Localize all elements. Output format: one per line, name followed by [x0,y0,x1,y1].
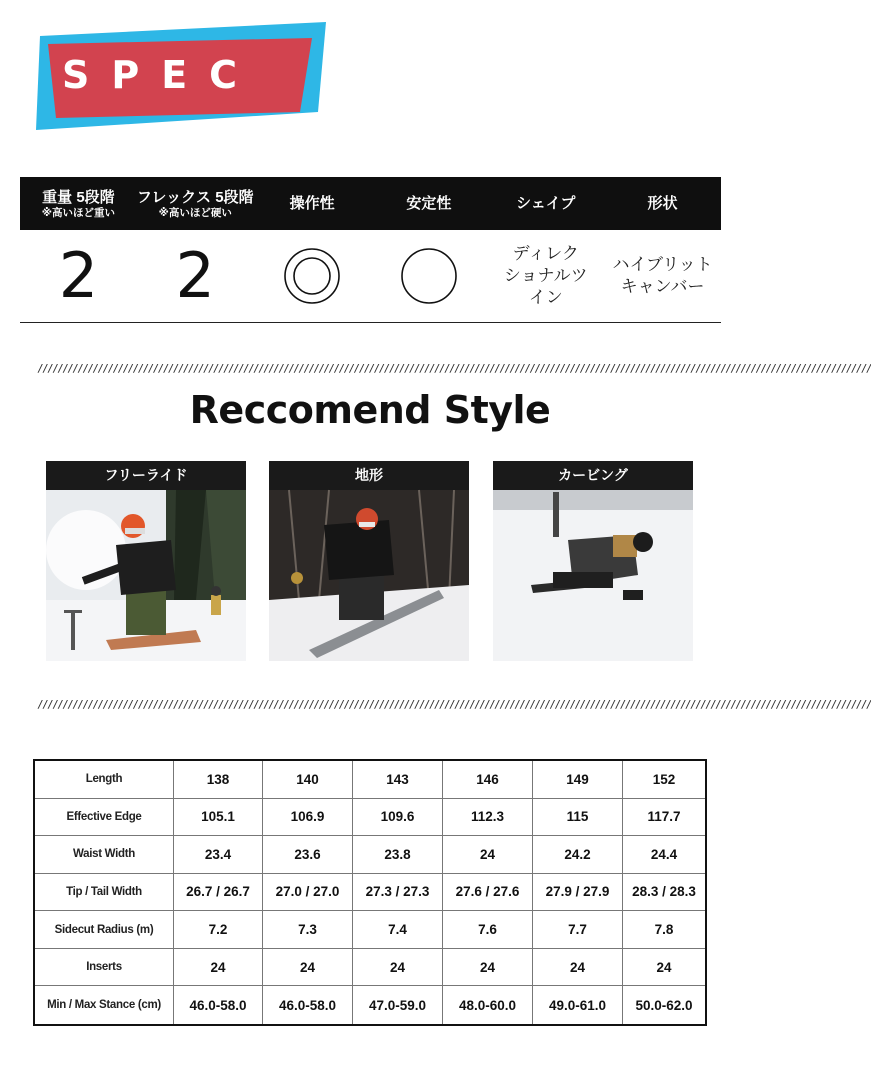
flex-value: 2 [175,239,215,312]
table-cell: 26.7 / 26.7 [174,874,263,912]
spec-header-weight [20,177,137,230]
table-cell: 49.0-61.0 [533,986,623,1024]
table-cell: 146 [443,761,533,799]
table-cell: 7.4 [353,911,443,949]
table-cell: 28.3 / 28.3 [623,874,705,912]
row-label-inserts: Inserts [35,949,174,987]
slash-divider: ////////////////////////////////////////////////////////////////////////////////////////////////////////////////////////////////////////////////////////////////////// [37,698,871,711]
spec-value-shape [487,230,604,322]
table-cell: 46.0-58.0 [263,986,353,1024]
table-cell: 152 [623,761,705,799]
spec-header-shape [487,177,604,230]
table-cell: 23.4 [174,836,263,874]
shape-line: ディレク [512,244,579,263]
row-label-tip-tail-width: Tip / Tail Width [35,874,174,912]
table-cell: 138 [174,761,263,799]
table-cell: 24 [353,949,443,987]
spec-value-form [604,230,721,322]
table-cell: 24.2 [533,836,623,874]
spec-header-label: シェイプ [516,195,576,212]
circle-icon [399,246,459,306]
table-cell: 23.6 [263,836,353,874]
table-cell: 109.6 [353,799,443,837]
form-text [612,254,712,298]
table-cell: 50.0-62.0 [635,997,693,1013]
spec-header-form [604,177,721,230]
table-cell: 115 [533,799,623,837]
table-cell: 140 [263,761,353,799]
spec-header-row [20,177,721,230]
table-cell: 48.0-60.0 [443,986,533,1024]
spec-value-weight [20,230,137,322]
table-cell: 7.3 [263,911,353,949]
double-circle-icon [282,246,342,306]
table-cell: 24.4 [623,836,705,874]
style-card-label: フリーライド [46,461,246,490]
carving-photo [493,490,693,661]
table-cell: 7.8 [623,911,705,949]
spec-header-note: ※高いほど重い [41,206,116,219]
table-cell: 27.9 / 27.9 [533,874,623,912]
table-cell: 46.0-58.0 [174,986,263,1024]
table-cell: 7.6 [443,911,533,949]
table-cell: 105.1 [174,799,263,837]
shape-line: イン [528,288,563,307]
spec-header-label: 形状 [647,195,678,212]
spec-header-label: フレックス 5段階 [136,188,254,206]
table-cell: 27.3 / 27.3 [353,874,443,912]
table-cell: 7.2 [174,911,263,949]
style-card-label: カービング [493,461,693,490]
table-cell: 27.6 / 27.6 [443,874,533,912]
slash-divider: ////////////////////////////////////////////////////////////////////////////////////////////////////////////////////////////////////////////////////////////////////// [37,362,871,375]
spec-title: SPEC [62,53,260,97]
spec-header-label: 操作性 [289,195,335,212]
terrain-photo [269,490,469,661]
table-cell: 143 [353,761,443,799]
shape-line: ショナルツ [503,266,588,285]
spec-header-label: 重量 5段階 [42,188,115,206]
table-cell: 23.8 [353,836,443,874]
shape-text [504,243,588,309]
spec-header-stability [370,177,487,230]
spec-banner [0,0,740,150]
recommend-style-title: Reccomend Style [189,388,551,432]
row-label-length: Length [35,761,174,799]
table-cell: 24 [443,949,533,987]
style-card-freeride [46,461,246,661]
table-cell: 106.9 [263,799,353,837]
table-cell: 27.0 / 27.0 [263,874,353,912]
style-card-label: 地形 [269,461,469,490]
row-label-waist-width: Waist Width [35,836,174,874]
table-cell: 117.7 [623,799,705,837]
spec-header-label: 安定性 [406,195,452,212]
row-label-stance: Min / Max Stance (cm) [35,986,174,1024]
table-cell: 149 [533,761,623,799]
row-label-sidecut-radius: Sidecut Radius (m) [35,911,174,949]
table-cell: 47.0-59.0 [353,986,443,1024]
form-line: ハイブリット [612,255,713,274]
spec-values-row [20,230,721,323]
table-cell: 24 [263,949,353,987]
table-cell: 24 [623,949,705,987]
table-cell: 24 [533,949,623,987]
table-cell: 24 [174,949,263,987]
table-cell: 24 [443,836,533,874]
spec-value-flex [137,230,254,322]
style-card-carving [493,461,693,661]
freeride-photo [46,490,246,661]
row-label-effective-edge: Effective Edge [35,799,174,837]
spec-header-note: ※高いほど硬い [158,206,232,219]
spec-header-flex [137,177,254,230]
weight-value: 2 [58,239,99,312]
size-spec-table [33,759,707,1026]
spec-value-stability [370,230,487,322]
table-cell: 7.7 [533,911,623,949]
style-card-terrain [269,461,469,661]
spec-header-maneuverability [254,177,371,230]
spec-value-maneuverability [254,230,371,322]
form-line: キャンバー [620,277,705,296]
table-cell: 112.3 [443,799,533,837]
